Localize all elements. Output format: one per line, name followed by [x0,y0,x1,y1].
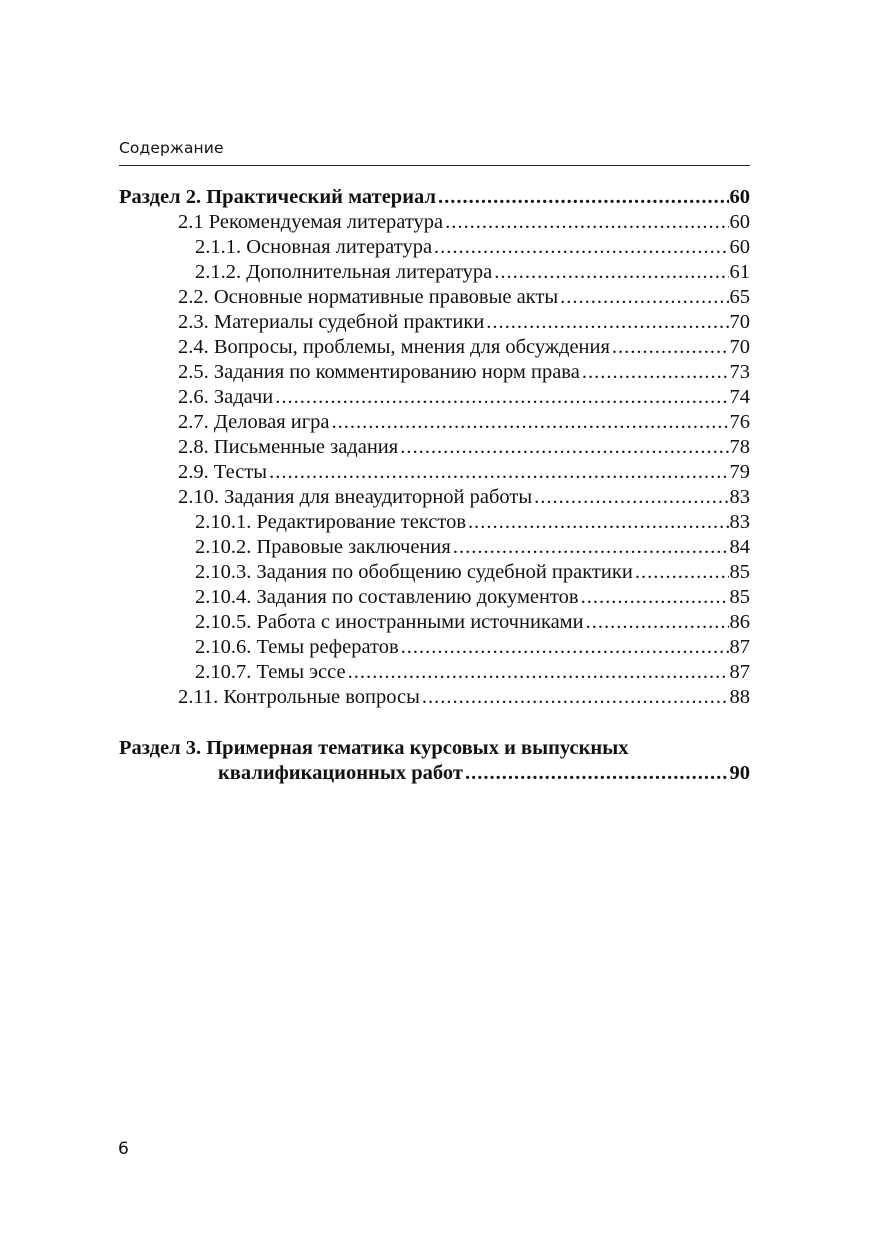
toc-entry-page: 73 [729,361,750,383]
toc-entry-label: 2.2. Основные нормативные правовые акты [178,286,559,308]
toc-entry-page: 83 [729,486,750,508]
toc-entry-2-11[interactable] [119,685,750,710]
toc-entry-label: 2.10.1. Редактирование текстов [195,511,467,533]
toc-entry-label: 2.8. Письменные задания [178,436,399,458]
dot-leader [400,435,728,460]
dot-leader [581,585,729,610]
running-head: Содержание [119,139,224,157]
dot-leader [582,360,729,385]
toc-entry-label: 2.10.5. Работа с иностранными источниками [195,611,584,633]
toc-entry-page: 70 [729,336,750,358]
dot-leader [438,185,729,210]
toc-entry-2-5[interactable] [119,360,750,385]
toc-entry-label: 2.6. Задачи [178,386,274,408]
dot-leader [465,761,729,786]
toc-entry-2-10-2[interactable] [119,535,750,560]
toc-entry-page: 60 [729,236,750,258]
section-gap [119,710,750,736]
toc-entry-2-9[interactable] [119,460,750,485]
header-rule [119,165,750,166]
toc-entry-label: 2.10. Задания для внеаудиторной работы [178,486,533,508]
toc-entry-2-2[interactable] [119,285,750,310]
toc-entry-label: 2.9. Тесты [178,461,268,483]
toc-entry-page: 79 [729,461,750,483]
dot-leader [401,635,729,660]
toc-section-2[interactable] [119,185,750,210]
toc-entry-2-3[interactable] [119,310,750,335]
dot-leader [494,260,728,285]
toc-entry-page: 70 [729,311,750,333]
toc-section-3[interactable] [119,736,750,786]
toc-entry-page: 87 [729,636,750,658]
dot-leader [486,310,728,335]
toc-entry-2-10-4[interactable] [119,585,750,610]
toc-entry-page: 90 [729,762,750,784]
toc-section-3-title: Раздел 3. Примерная тематика курсовых и выпускных [119,737,629,759]
toc-entry-page: 74 [729,386,750,408]
toc-entry-2-10-6[interactable] [119,635,750,660]
toc-entry-label: 2.1 Рекомендуемая литература [178,211,444,233]
dot-leader [269,460,728,485]
toc-entry-label: квалификационных работ [218,762,463,784]
dot-leader [434,235,728,260]
toc-entry-page: 60 [729,211,750,233]
toc-entry-page: 87 [729,661,750,683]
toc-entry-label: Раздел 2. Практический материал [119,186,436,208]
dot-leader [534,485,728,510]
dot-leader [586,610,729,635]
toc-entry-2-10[interactable] [119,485,750,510]
dot-leader [612,335,729,360]
toc-entry-2-1[interactable] [119,210,750,235]
toc-entry-label: 2.10.6. Темы рефератов [195,636,399,658]
dot-leader [635,560,729,585]
toc-entry-page: 76 [729,411,750,433]
dot-leader [348,660,729,685]
dot-leader [453,535,729,560]
dot-leader [560,285,728,310]
toc-entry-label: 2.11. Контрольные вопросы [178,686,420,708]
toc-entry-2-10-1[interactable] [119,510,750,535]
toc-entry-label: 2.5. Задания по комментированию норм права [178,361,580,383]
toc-entry-label: 2.1.1. Основная литература [195,236,433,258]
dot-leader [331,410,728,435]
dot-leader [422,685,729,710]
toc-entry-page: 85 [729,561,750,583]
toc-entry-label: 2.3. Материалы судебной практики [178,311,485,333]
toc-entry-page: 65 [729,286,750,308]
toc-entry-2-1-1[interactable] [119,235,750,260]
toc-entry-label: 2.10.3. Задания по обобщению судебной практики [195,561,633,583]
toc-entry-page: 83 [729,511,750,533]
page-number: 6 [118,1139,129,1159]
toc-entry-2-10-3[interactable] [119,560,750,585]
toc-entry-2-10-5[interactable] [119,610,750,635]
toc-entry-page: 88 [729,686,750,708]
toc-entry-page: 86 [729,611,750,633]
toc-entry-2-8[interactable] [119,435,750,460]
toc-entry-2-7[interactable] [119,410,750,435]
toc-entry-page: 60 [729,186,750,208]
dot-leader [468,510,728,535]
dot-leader [445,210,728,235]
toc-entry-label: 2.7. Деловая игра [178,411,330,433]
toc-section-3-continuation [119,761,750,786]
toc-entry-page: 78 [729,436,750,458]
toc-entry-label: 2.10.2. Правовые заключения [195,536,451,558]
toc-entry-2-10-7[interactable] [119,660,750,685]
toc-entry-page: 85 [729,586,750,608]
toc-entry-2-4[interactable] [119,335,750,360]
table-of-contents [119,185,750,786]
dot-leader [275,385,728,410]
toc-entry-label: 2.10.7. Темы эссе [195,661,346,683]
toc-entry-2-6[interactable] [119,385,750,410]
toc-entry-label: 2.4. Вопросы, проблемы, мнения для обсуждения [178,336,610,358]
toc-entry-label: 2.1.2. Дополнительная литература [195,261,493,283]
toc-entry-page: 61 [729,261,750,283]
toc-entry-2-1-2[interactable] [119,260,750,285]
toc-entry-page: 84 [729,536,750,558]
toc-entry-label: 2.10.4. Задания по составлению документов [195,586,579,608]
